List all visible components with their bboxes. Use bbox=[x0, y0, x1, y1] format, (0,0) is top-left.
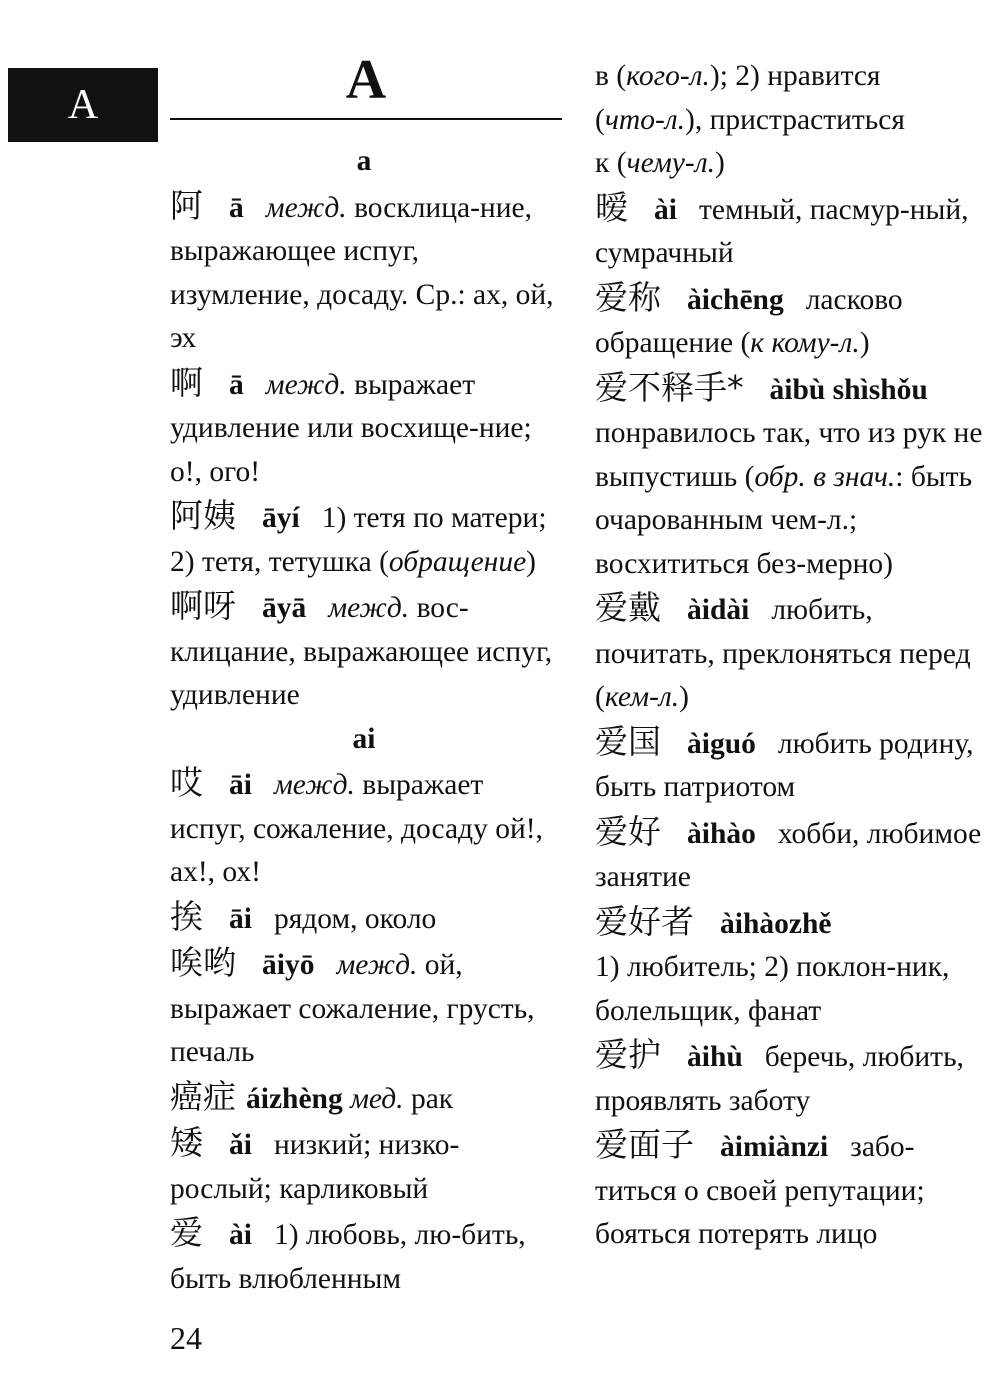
entry-grammar-label: межд. bbox=[265, 368, 347, 401]
dictionary-entry bbox=[170, 584, 558, 718]
entry-definition: любить родину, быть патриотом bbox=[595, 727, 974, 803]
section-heading-letter: А bbox=[345, 49, 387, 111]
dictionary-column-left bbox=[170, 140, 558, 1301]
entry-hanzi: 爱好 bbox=[595, 811, 661, 851]
entry-hanzi: 矮 bbox=[170, 1123, 203, 1162]
entry-definition: темный, пасмур-ный, сумрачный bbox=[595, 193, 969, 269]
continuation-text: ), пристраститься bbox=[685, 103, 905, 136]
continuation-text: в ( bbox=[595, 60, 627, 92]
entry-pinyin: ài bbox=[654, 193, 677, 226]
entry-pinyin: ài bbox=[229, 1219, 252, 1251]
entry-pinyin: àihù bbox=[687, 1041, 743, 1073]
entry-pinyin: áizhèng bbox=[246, 1082, 343, 1115]
entry-pinyin: àihàozhě bbox=[720, 907, 832, 940]
entry-hanzi: 啊呀 bbox=[170, 586, 236, 625]
entry-definition-end: : быть очарованным чем-л.; восхититься без-мерно) bbox=[595, 460, 973, 580]
entry-pinyin: āiyō bbox=[262, 949, 315, 981]
continuation-text: к ( bbox=[595, 147, 627, 179]
entry-pinyin: àihào bbox=[687, 817, 756, 850]
entry-definition-italic: кем-л. bbox=[604, 681, 680, 713]
entry-definition: ласково bbox=[805, 283, 903, 316]
entry-definition-italic: обращение bbox=[388, 545, 527, 578]
entry-definition: 1) любовь, лю-бить, быть влюбленным bbox=[170, 1219, 526, 1295]
entry-hanzi: 爱好者 bbox=[595, 901, 694, 941]
entry-hanzi: 啊 bbox=[170, 362, 203, 402]
entry-definition: вос-клицание, выражающее испуг, удивление bbox=[170, 592, 553, 711]
dictionary-entry bbox=[595, 276, 995, 366]
entry-grammar-label: мед. bbox=[350, 1082, 404, 1115]
dictionary-entry bbox=[595, 1123, 995, 1257]
entry-hanzi: 爱 bbox=[170, 1213, 203, 1252]
dictionary-entry bbox=[595, 186, 995, 276]
entry-hanzi: 爱护 bbox=[595, 1035, 661, 1074]
dictionary-entry bbox=[170, 761, 558, 895]
dictionary-entry bbox=[595, 586, 995, 720]
thumb-index-letter: А bbox=[67, 82, 99, 128]
page-number: 24 bbox=[170, 1320, 202, 1356]
dictionary-entry bbox=[170, 184, 558, 361]
entry-hanzi: 唉哟 bbox=[170, 943, 236, 982]
thumb-index-tab bbox=[8, 68, 158, 142]
entry-hanzi: 爱不释手* bbox=[595, 367, 744, 407]
syllable-heading-ai: ai bbox=[352, 722, 376, 755]
entry-definition-cont: обращение ( bbox=[595, 327, 751, 359]
entry-pinyin: āyā bbox=[262, 592, 307, 624]
dictionary-entry bbox=[170, 941, 558, 1075]
entry-hanzi: 爱称 bbox=[595, 277, 661, 317]
entry-hanzi: 阿 bbox=[170, 185, 203, 225]
entry-grammar-label: межд. bbox=[328, 592, 410, 624]
entry-definition: ой, выражает сожаление, грусть, печаль bbox=[170, 949, 535, 1068]
continuation-italic: что-л. bbox=[604, 103, 686, 136]
dictionary-column-right bbox=[595, 55, 995, 1257]
entry-pinyin: àiguó bbox=[687, 727, 756, 760]
entry-definition: беречь, любить, проявлять заботу bbox=[595, 1041, 964, 1117]
continuation-text: ( bbox=[595, 103, 605, 136]
entry-hanzi: 爱面子 bbox=[595, 1125, 694, 1164]
entry-hanzi: 哎 bbox=[170, 763, 203, 802]
entry-pinyin: àidài bbox=[687, 594, 750, 626]
entry-hanzi: 爱戴 bbox=[595, 588, 661, 627]
dictionary-entry bbox=[170, 1121, 558, 1211]
entry-definition: рак bbox=[403, 1082, 454, 1115]
dictionary-entry bbox=[170, 494, 558, 584]
entry-grammar-label: межд. bbox=[273, 769, 355, 801]
entry-definition: рядом, около bbox=[273, 902, 437, 935]
entry-grammar-label: межд. bbox=[336, 949, 418, 981]
section-heading-rule bbox=[170, 118, 562, 120]
entry-definition: восклица-ние, выражающее испуг, изумление, досаду. Ср.: ах, ой, эх bbox=[170, 191, 554, 354]
entry-pinyin: ǎi bbox=[229, 1129, 252, 1161]
entry-hanzi: 阿姨 bbox=[170, 496, 236, 535]
entry-definition: забо-титься о своей репутации; бояться потерять лицо bbox=[595, 1131, 925, 1250]
dictionary-entry bbox=[170, 1075, 558, 1122]
entry-hanzi: 暧 bbox=[595, 187, 628, 227]
entry-grammar-label: межд. bbox=[265, 191, 347, 224]
entry-definition: понравилось так, что из рук не выпустишь ( bbox=[595, 417, 983, 493]
dictionary-entry bbox=[595, 720, 995, 810]
dictionary-entry bbox=[595, 1033, 995, 1123]
dictionary-entry bbox=[595, 810, 995, 900]
entry-definition-end: ) bbox=[679, 681, 689, 713]
entry-hanzi: 挨 bbox=[170, 896, 203, 936]
continuation-italic: кого-л. bbox=[626, 60, 710, 92]
entry-pinyin: ā bbox=[229, 368, 244, 401]
entry-definition: выражает испуг, сожаление, досаду ой!, ах!, ох! bbox=[170, 769, 543, 888]
entry-continuation bbox=[595, 55, 995, 186]
continuation-italic: чему-л. bbox=[626, 147, 715, 179]
entry-definition: любить, почитать, преклоняться перед ( bbox=[595, 594, 971, 713]
entry-definition-end: ) bbox=[526, 545, 536, 578]
dictionary-entry bbox=[595, 366, 995, 587]
entry-definition: низкий; низко-рослый; карликовый bbox=[170, 1129, 460, 1205]
dictionary-entry bbox=[170, 1211, 558, 1301]
entry-pinyin: àibù shìshǒu bbox=[769, 373, 928, 406]
entry-pinyin: àimiànzi bbox=[720, 1131, 829, 1163]
entry-definition: 1) любитель; 2) поклон-ник, болельщик, фанат bbox=[595, 951, 950, 1027]
entry-definition-end: ) bbox=[859, 327, 870, 359]
dictionary-entry bbox=[595, 900, 995, 1034]
dictionary-entry bbox=[170, 361, 558, 495]
entry-definition-italic: обр. в знач. bbox=[754, 460, 896, 493]
dictionary-entry bbox=[170, 895, 558, 942]
entry-pinyin: āi bbox=[229, 769, 252, 801]
entry-hanzi: 癌症 bbox=[170, 1076, 236, 1116]
syllable-heading-a: a bbox=[356, 145, 372, 177]
entry-definition: 1) тетя по матери; 2) тетя, тетушка ( bbox=[170, 502, 547, 578]
entry-pinyin: āyí bbox=[262, 502, 300, 534]
continuation-text: ); 2) нравится bbox=[709, 60, 881, 92]
entry-pinyin: àichēng bbox=[687, 283, 784, 316]
entry-pinyin: ā bbox=[229, 191, 244, 224]
entry-hanzi: 爱国 bbox=[595, 721, 661, 761]
entry-definition: хобби, любимое занятие bbox=[595, 817, 982, 893]
entry-definition: выражает удивление или восхище-ние; о!, ого! bbox=[170, 368, 532, 488]
entry-pinyin: āi bbox=[229, 902, 252, 935]
entry-definition-italic: к кому-л. bbox=[750, 327, 860, 359]
continuation-text: ) bbox=[714, 147, 725, 179]
